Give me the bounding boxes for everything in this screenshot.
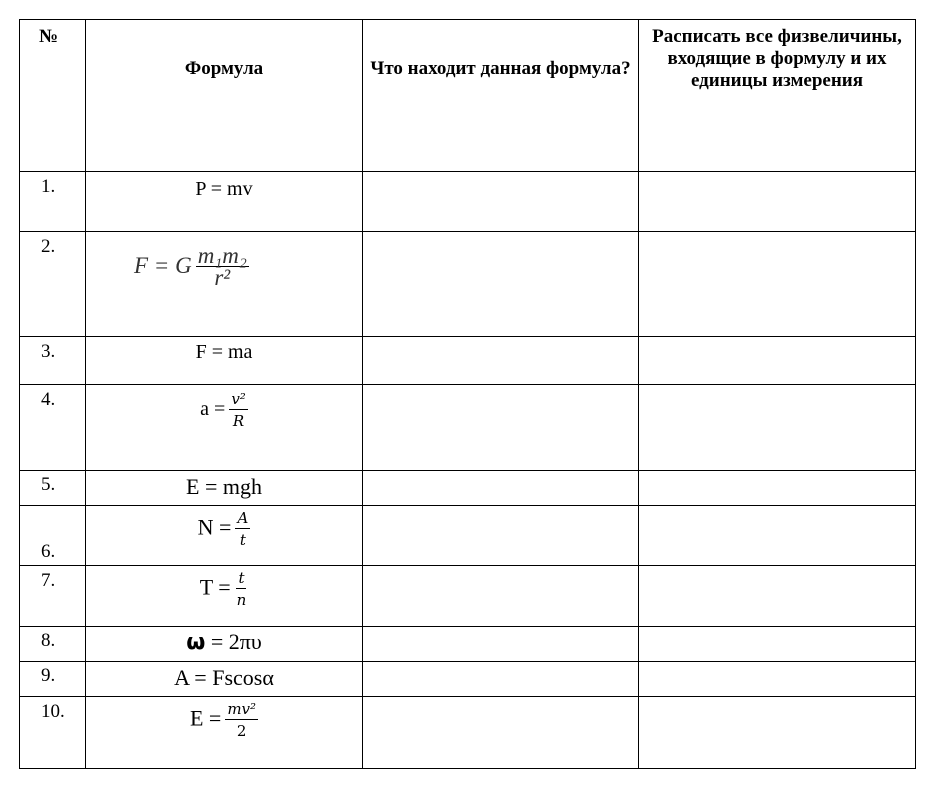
fraction-numerator: mv² xyxy=(227,700,257,718)
fraction-numerator: A xyxy=(237,509,249,527)
finds-cell[interactable] xyxy=(363,385,639,471)
units-cell[interactable] xyxy=(639,232,916,337)
formula-cell xyxy=(86,337,363,385)
formula-cell xyxy=(86,232,363,337)
formula-lhs: T = xyxy=(199,574,231,600)
finds-cell[interactable] xyxy=(363,172,639,232)
fraction-numerator: t xyxy=(238,569,245,587)
table-row xyxy=(20,662,916,697)
fraction-denominator: n xyxy=(236,591,247,609)
fraction-denominator: R xyxy=(232,412,245,430)
fraction xyxy=(196,243,249,290)
finds-cell[interactable] xyxy=(363,506,639,566)
row-number: 3. xyxy=(20,337,86,385)
table-row xyxy=(20,337,916,385)
header-formula: Формула xyxy=(86,20,363,172)
gravity-formula xyxy=(86,232,362,289)
row-number: 8. xyxy=(20,627,86,662)
fraction xyxy=(235,508,250,551)
header-num: № xyxy=(20,20,86,172)
row-number: 10. xyxy=(20,697,86,769)
finds-cell[interactable] xyxy=(363,627,639,662)
table-row xyxy=(20,697,916,769)
omega-symbol: ω xyxy=(186,630,206,655)
formula-text: P = mv xyxy=(195,178,253,200)
table-row xyxy=(20,232,916,337)
units-cell[interactable] xyxy=(639,471,916,506)
fraction xyxy=(229,389,248,432)
fraction-numerator: m₁m₂ xyxy=(197,243,247,268)
row-number: 2. xyxy=(20,232,86,337)
units-cell[interactable] xyxy=(639,337,916,385)
row-number: 4. xyxy=(20,385,86,471)
table-row xyxy=(20,627,916,662)
finds-cell[interactable] xyxy=(363,337,639,385)
fraction-formula xyxy=(86,697,362,742)
units-cell[interactable] xyxy=(639,172,916,232)
header-units: Расписать все физвеличины, входящие в формулу и их единицы измерения xyxy=(639,20,916,172)
formula-cell xyxy=(86,566,363,627)
units-cell[interactable] xyxy=(639,566,916,627)
finds-cell[interactable] xyxy=(363,471,639,506)
finds-cell[interactable] xyxy=(363,662,639,697)
formula-text: A = Fscosα xyxy=(174,665,274,690)
formula-cell xyxy=(86,385,363,471)
table-row xyxy=(20,172,916,232)
formula-table xyxy=(19,19,916,769)
formula-cell xyxy=(86,506,363,566)
units-cell[interactable] xyxy=(639,662,916,697)
row-number: 9. xyxy=(20,662,86,697)
fraction-denominator: r² xyxy=(214,265,231,290)
formula-cell xyxy=(86,471,363,506)
formula-rest: = 2πυ xyxy=(205,629,262,654)
table-row xyxy=(20,471,916,506)
row-number: 7. xyxy=(20,566,86,627)
units-cell[interactable] xyxy=(639,506,916,566)
table-row xyxy=(20,506,916,566)
units-cell[interactable] xyxy=(639,385,916,471)
fraction-denominator: 2 xyxy=(236,722,247,740)
row-number: 6. xyxy=(20,506,86,566)
formula-cell xyxy=(86,172,363,232)
formula-text: F = ma xyxy=(195,341,253,363)
formula-lhs: F = G xyxy=(134,252,192,278)
fraction xyxy=(225,699,258,742)
formula-cell xyxy=(86,662,363,697)
formula-lhs: a = xyxy=(200,398,226,421)
fraction-formula xyxy=(86,506,362,551)
table-row xyxy=(20,385,916,471)
formula-cell xyxy=(86,627,363,662)
formula-lhs: E = xyxy=(189,705,222,731)
fraction xyxy=(235,568,249,611)
row-number: 5. xyxy=(20,471,86,506)
formula-lhs: N = xyxy=(197,514,232,540)
finds-cell[interactable] xyxy=(363,232,639,337)
units-cell[interactable] xyxy=(639,627,916,662)
formula-text: E = mgh xyxy=(186,474,262,499)
fraction-formula xyxy=(86,385,362,432)
header-finds: Что находит данная формула? xyxy=(363,20,639,172)
fraction-numerator: v² xyxy=(231,390,246,408)
units-cell[interactable] xyxy=(639,697,916,769)
formula-cell xyxy=(86,697,363,769)
header-row xyxy=(20,20,916,172)
fraction-denominator: t xyxy=(239,531,246,549)
fraction-formula xyxy=(86,566,362,611)
finds-cell[interactable] xyxy=(363,566,639,627)
table-row xyxy=(20,566,916,627)
omega-formula xyxy=(86,627,362,655)
row-number: 1. xyxy=(20,172,86,232)
finds-cell[interactable] xyxy=(363,697,639,769)
